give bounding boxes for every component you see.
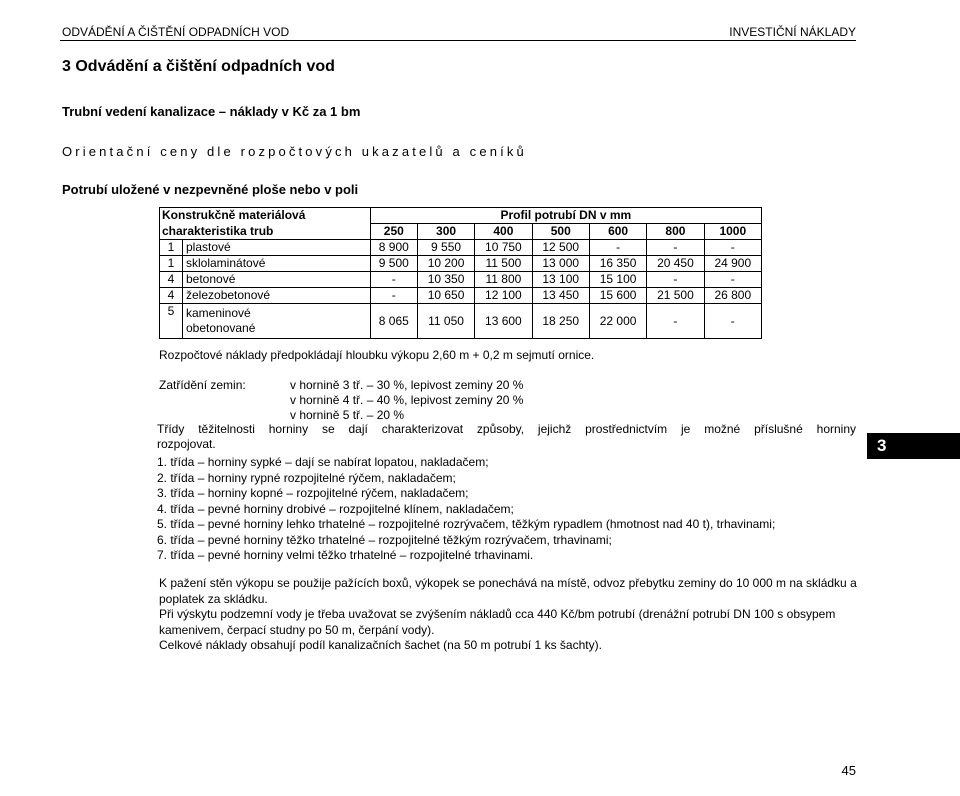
cell-value: 10 750 xyxy=(475,240,532,256)
cell-value: 13 000 xyxy=(532,256,589,272)
cell-value: - xyxy=(647,272,704,288)
chapter-tab: 3 xyxy=(867,433,960,459)
cell-value: - xyxy=(704,272,761,288)
row-index: 5 xyxy=(160,304,183,339)
profile-header: Profil potrubí DN v mm xyxy=(370,208,761,224)
soil-class-line: v hornině 4 tř. – 40 %, lepivost zeminy 20 % xyxy=(290,393,524,407)
row-material-line-1: kameninové xyxy=(186,306,251,320)
depth-note: Rozpočtové náklady předpokládají hloubku výkopu 2,60 m + 0,2 m sejmutí ornice. xyxy=(159,348,595,362)
subsection-title: Potrubí uložené v nezpevněné ploše nebo v poli xyxy=(62,182,359,197)
table-row xyxy=(160,304,762,339)
pipe-cost-table xyxy=(159,207,762,339)
table-row xyxy=(160,272,762,288)
classes-intro: Třídy těžitelnosti horniny se dají charakterizovat způsoby, jejichž prostřednictvím je možné příslušné horniny xyxy=(157,422,856,436)
row-index: 4 xyxy=(160,288,183,304)
table-row xyxy=(160,256,762,272)
cell-value: 11 800 xyxy=(475,272,532,288)
section-title: 3 Odvádění a čištění odpadních vod xyxy=(62,58,335,75)
dn-500: 500 xyxy=(532,224,589,240)
soil-class-line: v hornině 5 tř. – 20 % xyxy=(290,408,405,422)
soil-class-line: v hornině 3 tř. – 30 %, lepivost zeminy 20 % xyxy=(290,378,524,392)
list-item: 3. třída – horniny kopné – rozpojitelné rýčem, nakladačem; xyxy=(157,486,469,500)
cell-value: 22 000 xyxy=(589,304,646,339)
header-chapter: ODVÁDĚNÍ A ČIŠTĚNÍ ODPADNÍCH VOD xyxy=(62,25,290,39)
row-index: 1 xyxy=(160,256,183,272)
cell-value: 10 350 xyxy=(417,272,474,288)
cell-value: 12 100 xyxy=(475,288,532,304)
cell-value: 9 500 xyxy=(370,256,417,272)
row-material-line-2: obetonované xyxy=(186,321,256,335)
dn-400: 400 xyxy=(475,224,532,240)
table-dn-row xyxy=(160,224,762,240)
cell-value: 24 900 xyxy=(704,256,761,272)
row-material: plastové xyxy=(183,240,371,256)
cell-value: 12 500 xyxy=(532,240,589,256)
groundwater-paragraph: Při výskytu podzemní vody je třeba uvažovat se zvýšením nákladů cca 440 Kč/bm potrubí (drenážní potrubí DN 100 s obsypem kamenivem, čerpací studny po 50 m, čerpání vody). xyxy=(159,607,836,637)
page-number: 45 xyxy=(841,763,856,778)
cell-value: 13 600 xyxy=(475,304,532,339)
row-material xyxy=(183,304,371,339)
material-header-2: charakteristika trub xyxy=(160,224,371,240)
cell-value: 8 900 xyxy=(370,240,417,256)
row-index: 4 xyxy=(160,272,183,288)
table-row xyxy=(160,240,762,256)
cell-value: 11 050 xyxy=(417,304,474,339)
shoring-paragraph: K pažení stěn výkopu se použije pažících boxů, výkopek se ponechává na místě, odvoz přebytku zeminy do 10 000 m na skládku a poplatek za skládku. xyxy=(159,576,857,606)
table-row xyxy=(160,288,762,304)
cell-value: 9 550 xyxy=(417,240,474,256)
cell-value: 13 450 xyxy=(532,288,589,304)
list-item: 4. třída – pevné horniny drobivé – rozpojitelné klínem, nakladačem; xyxy=(157,501,514,516)
soil-classification-label: Zatřídění zemin: xyxy=(159,378,246,392)
excavation-classes xyxy=(157,422,856,564)
cell-value: 18 250 xyxy=(532,304,589,339)
cell-value: 13 100 xyxy=(532,272,589,288)
cell-value: - xyxy=(647,240,704,256)
cell-value: 16 350 xyxy=(589,256,646,272)
dn-600: 600 xyxy=(589,224,646,240)
list-item: 1. třída – horniny sypké – dají se nabírat lopatou, nakladačem; xyxy=(157,455,489,469)
cell-value: 15 100 xyxy=(589,272,646,288)
list-item: 5. třída – pevné horniny lehko trhatelné – rozpojitelné rozrývačem, těžkým rypadlem (hmotnost nad 40 t), trhavinami; xyxy=(157,517,776,531)
list-item: 6. třída – pevné horniny těžko trhatelné – rozpojitelné těžkým rozrývačem, trhavinami; xyxy=(157,532,612,547)
header-rule xyxy=(60,40,856,41)
cell-value: - xyxy=(370,272,417,288)
dn-250: 250 xyxy=(370,224,417,240)
header-topic: INVESTIČNÍ NÁKLADY xyxy=(729,25,856,39)
list-item: 7. třída – pevné horniny velmi těžko trhatelné – rozpojitelné trhavinami. xyxy=(157,548,534,562)
cell-value: 11 500 xyxy=(475,256,532,272)
manholes-paragraph: Celkové náklady obsahují podíl kanalizačních šachet (na 50 m potrubí 1 ks šachty). xyxy=(159,638,602,652)
row-index: 1 xyxy=(160,240,183,256)
material-header: Konstrukčně materiálová xyxy=(160,208,371,224)
dn-800: 800 xyxy=(647,224,704,240)
row-material: sklolaminátové xyxy=(183,256,371,272)
cell-value: - xyxy=(589,240,646,256)
subtitle: Trubní vedení kanalizace – náklady v Kč za 1 bm xyxy=(62,104,361,119)
cell-value: - xyxy=(370,288,417,304)
cell-value: 10 650 xyxy=(417,288,474,304)
row-material: betonové xyxy=(183,272,371,288)
cell-value: 10 200 xyxy=(417,256,474,272)
spaced-line: Orientační ceny dle rozpočtových ukazatelů a ceníků xyxy=(62,144,527,159)
dn-1000: 1000 xyxy=(704,224,761,240)
dn-300: 300 xyxy=(417,224,474,240)
table-header-row xyxy=(160,208,762,224)
classes-list xyxy=(157,455,856,564)
cell-value: - xyxy=(704,304,761,339)
cell-value: 21 500 xyxy=(647,288,704,304)
final-notes xyxy=(159,576,859,654)
cell-value: 26 800 xyxy=(704,288,761,304)
cell-value: 15 600 xyxy=(589,288,646,304)
cell-value: 20 450 xyxy=(647,256,704,272)
cell-value: - xyxy=(647,304,704,339)
list-item: 2. třída – horniny rypné rozpojitelné rýčem, nakladačem; xyxy=(157,470,456,485)
cell-value: - xyxy=(704,240,761,256)
cell-value: 8 065 xyxy=(370,304,417,339)
classes-intro-end: rozpojovat. xyxy=(157,437,216,451)
row-material: železobetonové xyxy=(183,288,371,304)
